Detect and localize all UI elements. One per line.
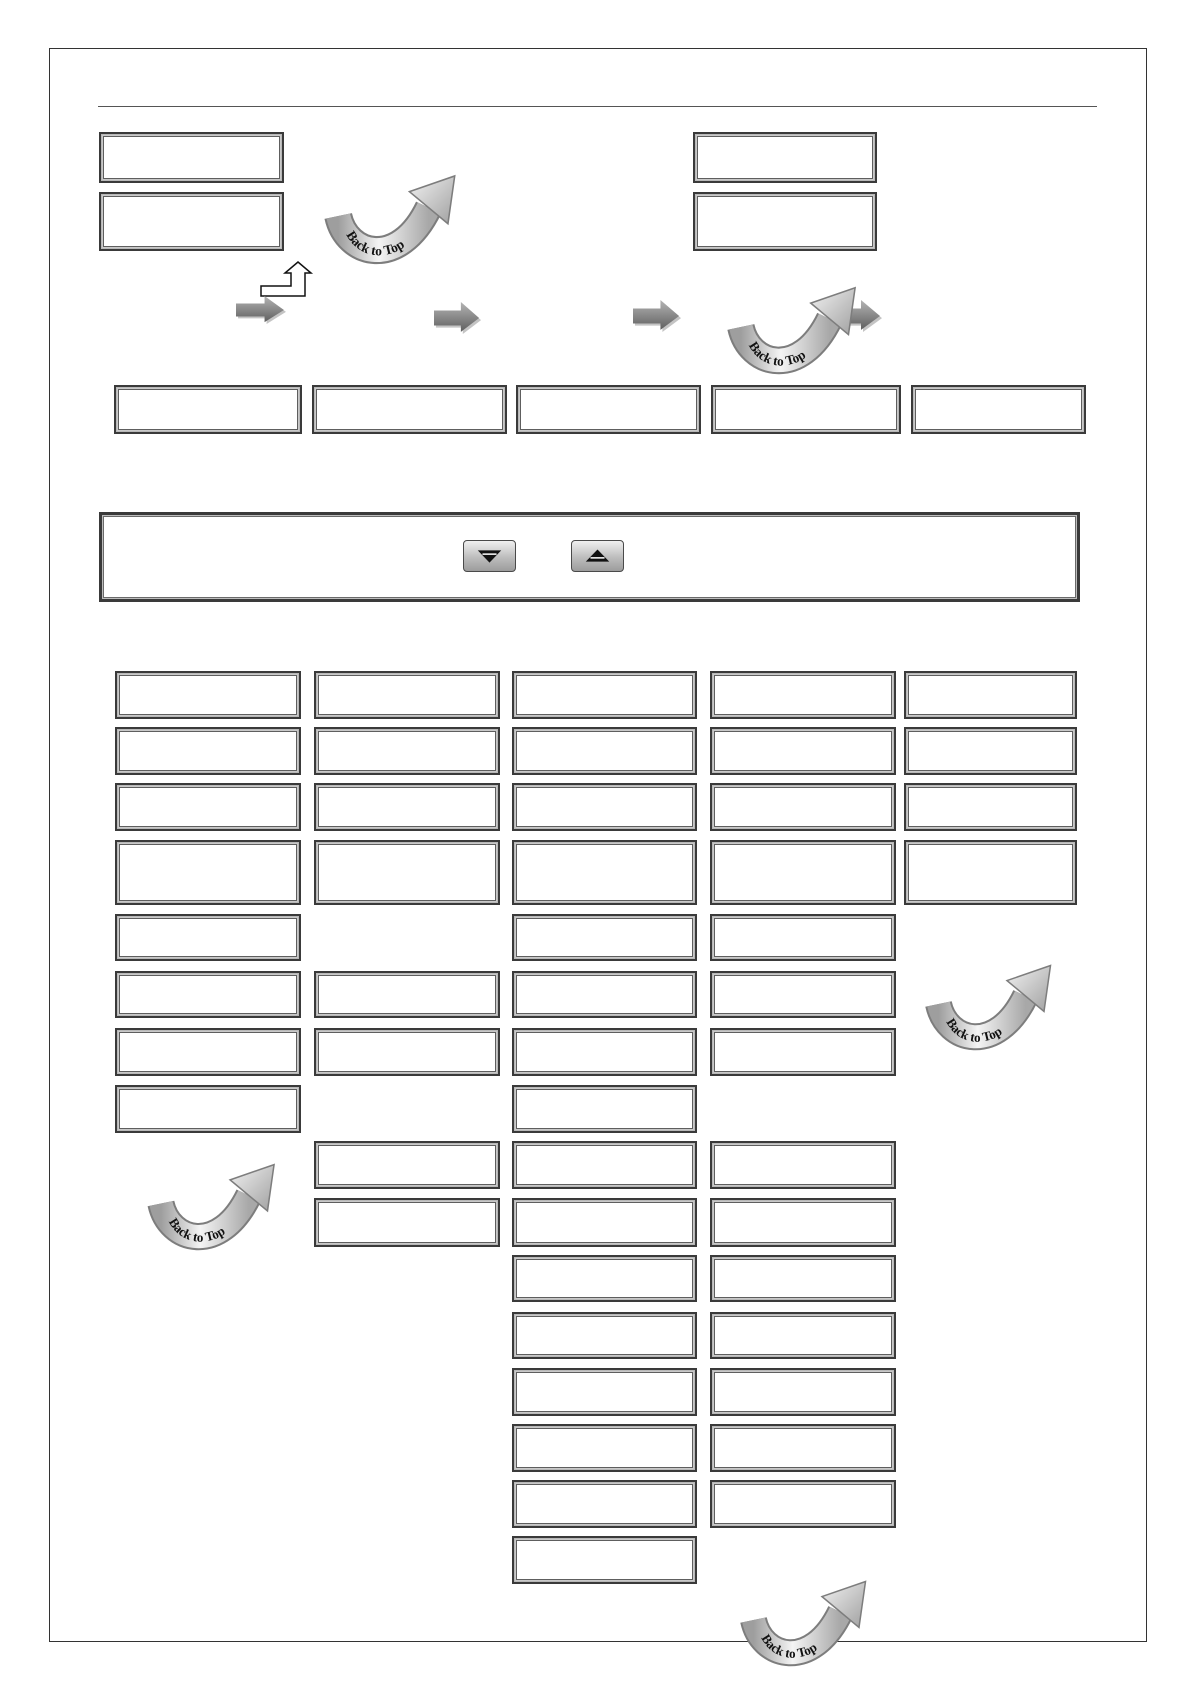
grid-link-button[interactable]: [115, 840, 301, 905]
grid-link-button[interactable]: [904, 783, 1077, 831]
back-to-top-icon: [742, 1570, 879, 1670]
grid-link-button[interactable]: [512, 1424, 697, 1472]
grid-link-button[interactable]: [115, 1085, 301, 1133]
menu-button[interactable]: [312, 385, 507, 434]
menu-button[interactable]: [516, 385, 701, 434]
grid-link-button[interactable]: [512, 1198, 697, 1247]
grid-link-button[interactable]: [512, 1480, 697, 1528]
grid-link-button[interactable]: [710, 727, 896, 775]
grid-link-button[interactable]: [512, 971, 697, 1018]
grid-link-button[interactable]: [314, 671, 500, 719]
back-to-top-label: Back to Top: [343, 228, 407, 259]
back-to-top-link[interactable]: [151, 1153, 286, 1254]
grid-link-button[interactable]: [512, 783, 697, 831]
grid-link-button[interactable]: [904, 727, 1077, 775]
grid-link-button[interactable]: [115, 914, 301, 961]
back-to-top-label: Back to Top: [745, 338, 809, 369]
chevron-down-icon: [464, 541, 515, 571]
grid-link-button[interactable]: [512, 1368, 697, 1416]
grid-link-button[interactable]: [904, 671, 1077, 719]
grid-link-button[interactable]: [512, 1141, 697, 1189]
grid-link-button[interactable]: [710, 1424, 896, 1472]
grid-link-button[interactable]: [710, 783, 896, 831]
grid-link-button[interactable]: [710, 1198, 896, 1247]
header-divider: [98, 106, 1097, 107]
grid-link-button[interactable]: [710, 971, 896, 1018]
top-left-button-2[interactable]: [99, 192, 284, 251]
menu-button[interactable]: [911, 385, 1086, 434]
grid-link-button[interactable]: [115, 727, 301, 775]
grid-link-button[interactable]: [512, 914, 697, 961]
back-to-top-label: Back to Top: [165, 1215, 228, 1245]
grid-link-button[interactable]: [710, 1028, 896, 1076]
grid-link-button[interactable]: [904, 840, 1077, 905]
grid-link-button[interactable]: [512, 1028, 697, 1076]
arrow-right-icon: [434, 302, 482, 334]
grid-link-button[interactable]: [710, 1368, 896, 1416]
back-to-top-icon: [151, 1153, 286, 1254]
grid-link-button[interactable]: [710, 1255, 896, 1302]
grid-link-button[interactable]: [314, 971, 500, 1018]
grid-link-button[interactable]: [115, 1028, 301, 1076]
grid-link-button[interactable]: [710, 671, 896, 719]
grid-link-button[interactable]: [314, 1028, 500, 1076]
top-left-button-1[interactable]: [99, 132, 284, 183]
back-to-top-icon: [730, 276, 868, 378]
grid-link-button[interactable]: [115, 971, 301, 1018]
back-to-top-icon: [329, 164, 466, 268]
grid-link-button[interactable]: [710, 1480, 896, 1528]
grid-link-button[interactable]: [710, 840, 896, 905]
menu-button[interactable]: [114, 385, 302, 434]
scroll-down-button[interactable]: [463, 540, 516, 572]
back-to-top-link[interactable]: [730, 276, 868, 378]
back-to-top-link[interactable]: [742, 1570, 879, 1670]
back-to-top-link[interactable]: [928, 954, 1063, 1054]
chevron-up-icon: [572, 541, 623, 571]
grid-link-button[interactable]: [314, 840, 500, 905]
grid-link-button[interactable]: [314, 727, 500, 775]
scroll-up-button[interactable]: [571, 540, 624, 572]
back-to-top-label: Back to Top: [758, 1631, 820, 1661]
grid-link-button[interactable]: [512, 1085, 697, 1133]
grid-link-button[interactable]: [115, 783, 301, 831]
top-right-button-1[interactable]: [693, 132, 877, 183]
grid-link-button[interactable]: [512, 1255, 697, 1302]
grid-link-button[interactable]: [512, 1536, 697, 1584]
menu-button[interactable]: [711, 385, 901, 434]
grid-link-button[interactable]: [710, 914, 896, 961]
back-to-top-icon: [928, 954, 1063, 1054]
grid-link-button[interactable]: [512, 1312, 697, 1359]
grid-link-button[interactable]: [512, 671, 697, 719]
step-arrow-icon: [259, 260, 316, 298]
arrow-right-icon: [633, 300, 682, 332]
grid-link-button[interactable]: [314, 783, 500, 831]
grid-link-button[interactable]: [512, 840, 697, 905]
grid-link-button[interactable]: [314, 1198, 500, 1247]
grid-link-button[interactable]: [512, 727, 697, 775]
back-to-top-label: Back to Top: [943, 1015, 1005, 1045]
back-to-top-link[interactable]: [329, 164, 466, 268]
arrow-right-icon: [236, 296, 287, 324]
grid-link-button[interactable]: [710, 1141, 896, 1189]
grid-link-button[interactable]: [710, 1312, 896, 1359]
top-right-button-2[interactable]: [693, 192, 877, 251]
grid-link-button[interactable]: [115, 671, 301, 719]
grid-link-button[interactable]: [314, 1141, 500, 1189]
